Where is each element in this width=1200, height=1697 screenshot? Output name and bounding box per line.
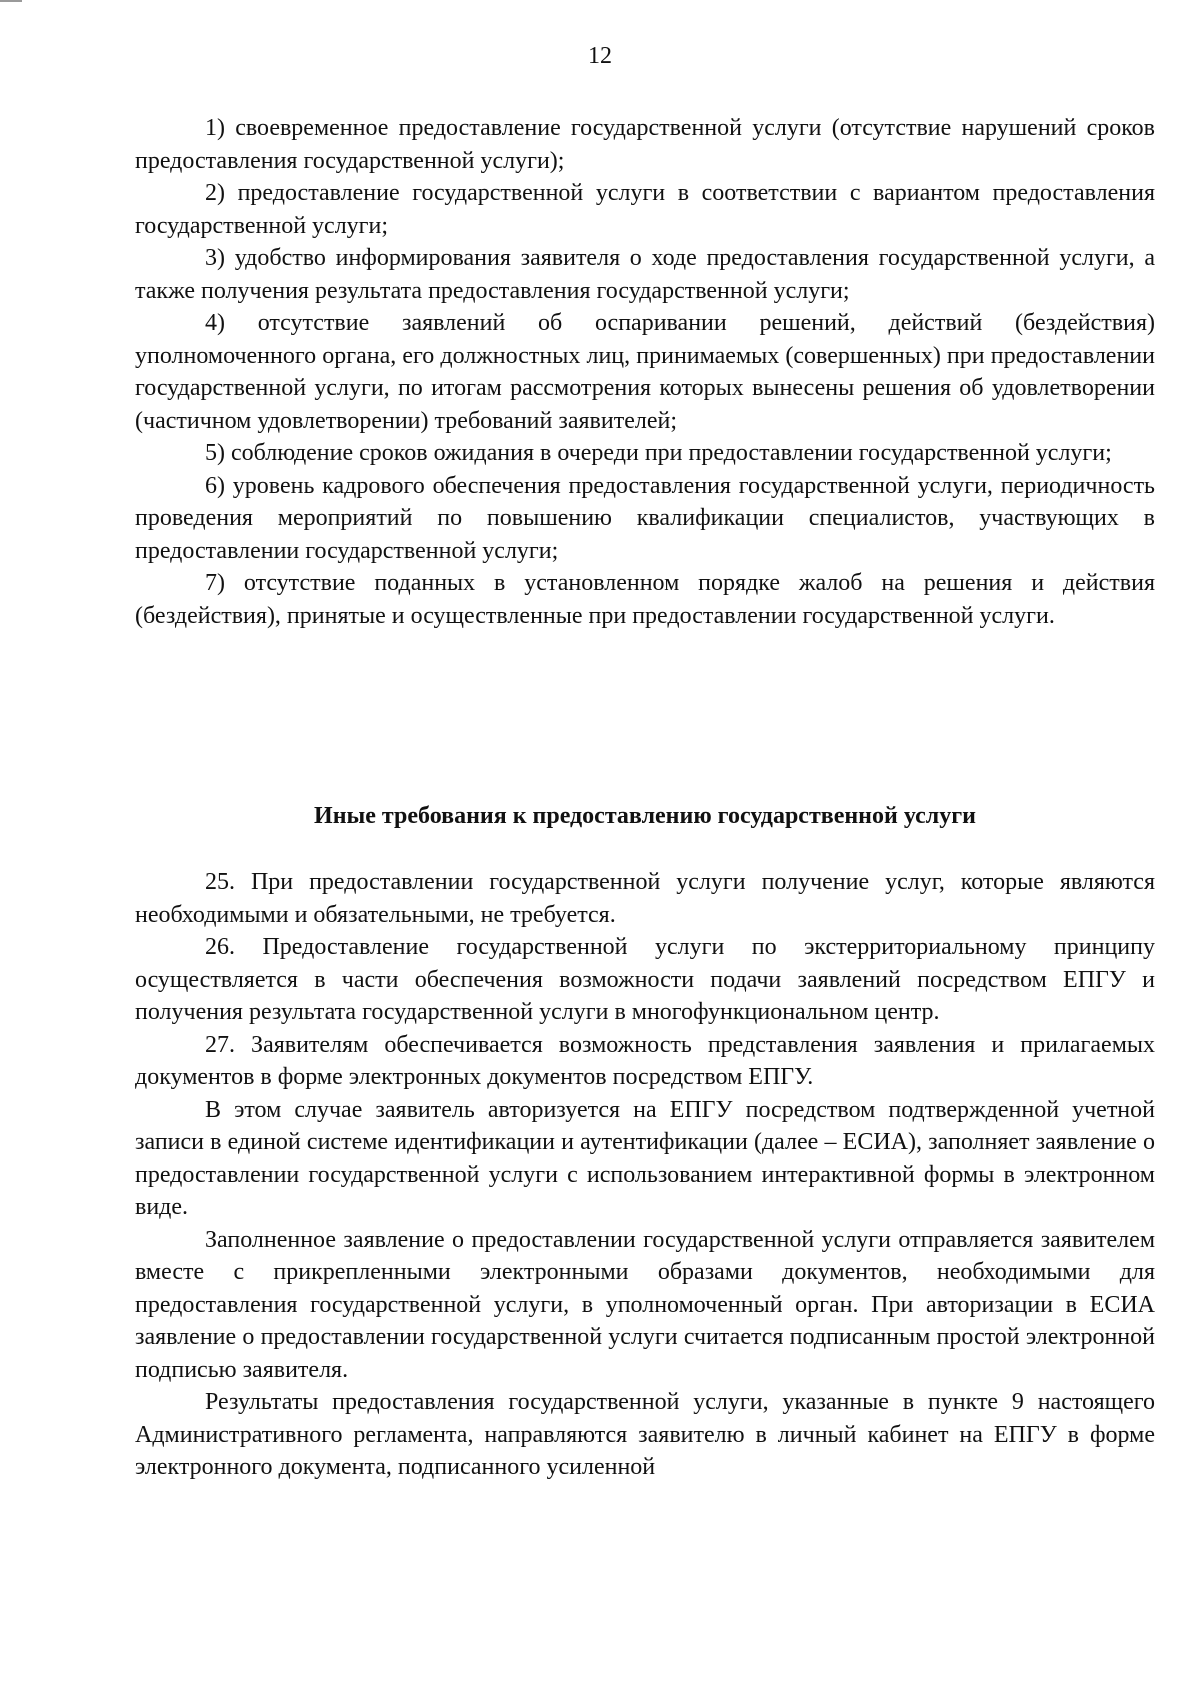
paragraph-esia-authorization: В этом случае заявитель авторизуется на ЕПГУ посредством подтвержденной учетной записи в единой системе идентификации и аутентификации (далее – ЕСИА), заполняет заявление о предоставлении государственной услуги с использованием интерактивной формы в электронном виде. <box>135 1096 1155 1220</box>
list-item-1: 1) своевременное предоставление государственной услуги (отсутствие нарушений сроков предоставления государственной услуги); <box>135 115 1155 174</box>
scan-corner-mark <box>0 0 22 2</box>
list-item-6: 6) уровень кадрового обеспечения предоставления государственной услуги, периодичность проведения мероприятий по повышению квалификации специалистов, участвующих в предоставлении государственной услуги; <box>135 472 1155 564</box>
paragraph-25: 25. При предоставлении государственной услуги получение услуг, которые являются необходимыми и обязательными, не требуется. <box>135 869 1155 928</box>
list-item-3: 3) удобство информирования заявителя о ходе предоставления государственной услуги, а также получения результата предоставления государственной услуги; <box>135 245 1155 304</box>
paragraph-application-submission: Заполненное заявление о предоставлении государственной услуги отправляется заявителем вместе с прикрепленными электронными образами документов, необходимыми для предоставления государственной услуги, в уполномоченный орган. При авторизации в ЕСИА заявление о предоставлении государственной услуги считается подписанным простой электронной подписью заявителя. <box>135 1226 1155 1383</box>
paragraph-results-delivery: Результаты предоставления государственной услуги, указанные в пункте 9 настоящего Административного регламента, направляются заявителю в личный кабинет на ЕПГУ в форме электронного документа, подписанного усиленной <box>135 1389 1155 1480</box>
section-heading: Иные требования к предоставлению государственной услуги <box>314 803 976 829</box>
section-body <box>135 866 1155 1484</box>
list-item-5: 5) соблюдение сроков ожидания в очереди при предоставлении государственной услуги; <box>205 440 1112 466</box>
page-number: 12 <box>588 43 612 69</box>
paragraph-27: 27. Заявителям обеспечивается возможность представления заявления и прилагаемых документов в форме электронных документов посредством ЕПГУ. <box>135 1031 1155 1090</box>
list-item-7: 7) отсутствие поданных в установленном порядке жалоб на решения и действия (бездействия), принятые и осуществленные при предоставлении государственной услуги. <box>135 570 1155 629</box>
criteria-list <box>135 112 1155 632</box>
paragraph-26: 26. Предоставление государственной услуги по экстерриториальному принципу осуществляется в части обеспечения возможности подачи заявлений посредством ЕПГУ и получения результата государственной услуги в многофункциональном центр. <box>135 934 1155 1025</box>
list-item-2: 2) предоставление государственной услуги в соответствии с вариантом предоставления государственной услуги; <box>135 180 1155 239</box>
list-item-4: 4) отсутствие заявлений об оспаривании решений, действий (бездействия) уполномоченного органа, его должностных лиц, принимаемых (совершенных) при предоставлении государственной услуги, по итогам рассмотрения которых вынесены решения об удовлетворении (частичном удовлетворении) требований заявителей; <box>135 310 1155 434</box>
